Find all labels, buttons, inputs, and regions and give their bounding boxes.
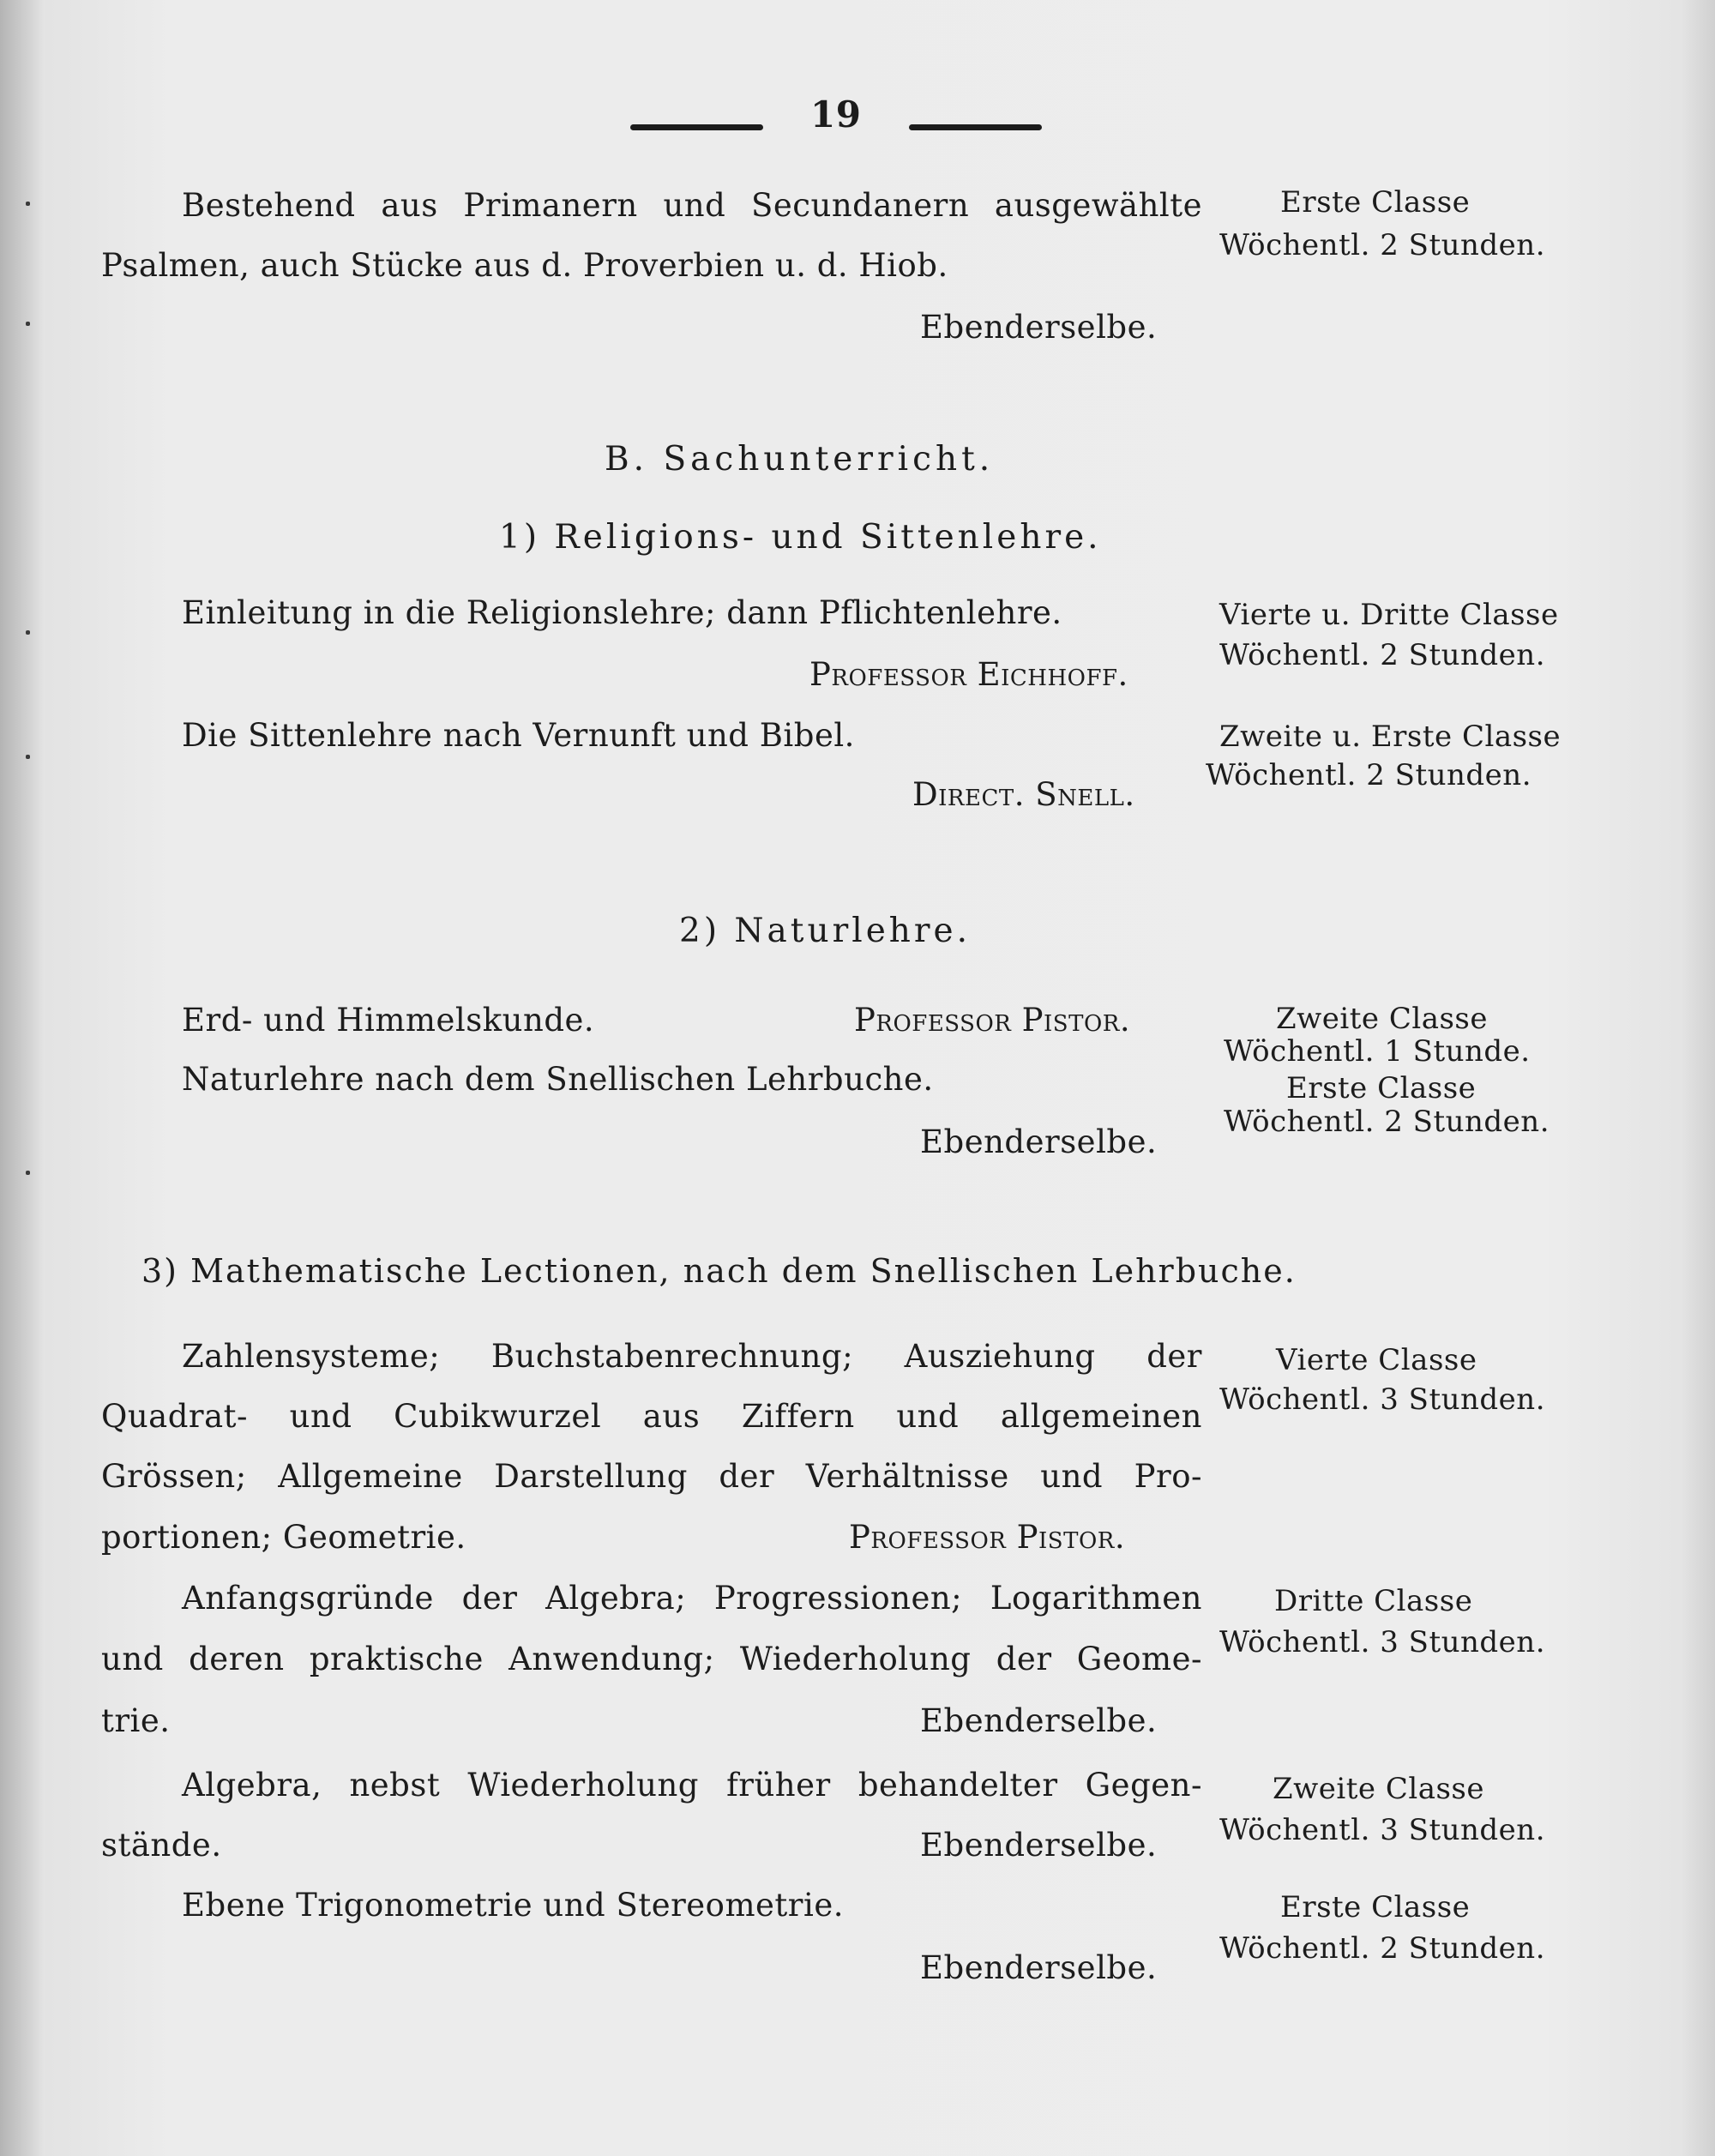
page-number: 19 [810,93,862,136]
header-rule-right [909,124,1042,130]
entry-2-classe: Vierte u. Dritte Classe [1219,598,1559,632]
entry-3-text-line-1: Die Sittenlehre nach Vernunft und Bibel. [182,717,855,754]
book-spine-shadow [0,0,45,2156]
entry-7-text-line-1: Anfangsgründe der Algebra; Progressionen; Logarithmen [182,1580,1202,1617]
entry-5-teacher: Ebenderselbe. [920,1123,1158,1160]
entry-7-text-line-2: und deren praktische Anwendung; Wiederholung der Geome- [101,1641,1202,1677]
entry-2-hours: Wöchentl. 2 Stunden. [1219,638,1545,672]
subsection-1-heading: 1) Religions- und Sittenlehre. [499,518,1102,557]
entry-5-hours: Wöchentl. 2 Stunden. [1224,1105,1550,1139]
subsection-3-heading: 3) Mathematische Lectionen, nach dem Snellischen Lehrbuche. [141,1252,1297,1290]
entry-5-classe: Erste Classe [1286,1071,1477,1105]
binding-hole [26,322,30,326]
entry-4-classe: Zweite Classe [1276,1002,1488,1036]
entry-4-hours: Wöchentl. 1 Stunde. [1224,1034,1531,1069]
entry-1-teacher: Ebenderselbe. [920,309,1158,346]
entry-8-text-line-1: Algebra, nebst Wiederholung früher behandelter Gegen- [182,1767,1202,1804]
entry-6-text-line-1: Zahlensysteme; Buchstabenrechnung; Ausziehung der [182,1338,1202,1375]
entry-6-text-line-4: portionen; Geometrie. [101,1519,466,1556]
entry-1-text-line-2: Psalmen, auch Stücke aus d. Proverbien u. d. Hiob. [101,247,948,284]
entry-1-classe: Erste Classe [1280,185,1471,220]
section-b-heading: B. Sachunterricht. [605,440,995,479]
subsection-2-heading: 2) Naturlehre. [679,912,972,950]
entry-1-text-line-1: Bestehend aus Primanern und Secundanern ausgewählte [182,187,1202,224]
entry-3-classe: Zweite u. Erste Classe [1219,720,1562,754]
entry-9-teacher: Ebenderselbe. [920,1949,1158,1986]
entry-4-teacher: Professor Pistor. [854,1002,1131,1039]
entry-4-text-line-1: Erd- und Himmelskunde. [182,1002,595,1039]
binding-hole [26,630,30,635]
entry-8-classe: Zweite Classe [1273,1772,1484,1806]
entry-2-teacher: Professor Eichhoff. [809,656,1128,693]
entry-3-teacher: Direct. Snell. [912,776,1135,813]
binding-hole [26,202,30,206]
binding-hole [26,755,30,759]
entry-5-text-line-1: Naturlehre nach dem Snellischen Lehrbuche. [182,1061,934,1098]
entry-7-classe: Dritte Classe [1274,1584,1473,1618]
entry-6-hours: Wöchentl. 3 Stunden. [1219,1382,1545,1417]
entry-3-hours: Wöchentl. 2 Stunden. [1206,758,1531,792]
entry-1-hours: Wöchentl. 2 Stunden. [1219,228,1545,262]
entry-7-text-line-3: trie. [101,1702,171,1739]
entry-6-teacher: Professor Pistor. [849,1519,1126,1556]
entry-6-text-line-3: Grössen; Allgemeine Darstellung der Verhältnisse und Pro- [101,1458,1202,1495]
binding-hole [26,1171,30,1175]
entry-8-teacher: Ebenderselbe. [920,1827,1158,1864]
entry-7-hours: Wöchentl. 3 Stunden. [1219,1625,1545,1659]
entry-9-text-line-1: Ebene Trigonometrie und Stereometrie. [182,1887,844,1924]
entry-8-text-line-2: stände. [101,1827,222,1864]
entry-9-classe: Erste Classe [1280,1890,1471,1924]
entry-9-hours: Wöchentl. 2 Stunden. [1219,1931,1545,1966]
entry-6-classe: Vierte Classe [1276,1343,1477,1377]
entry-7-teacher: Ebenderselbe. [920,1702,1158,1739]
entry-6-text-line-2: Quadrat- und Cubikwurzel aus Ziffern und allgemeinen [101,1398,1202,1435]
entry-8-hours: Wöchentl. 3 Stunden. [1219,1813,1545,1847]
entry-2-text-line-1: Einleitung in die Religionslehre; dann Pflichtenlehre. [182,594,1062,631]
header-rule-left [630,124,763,130]
